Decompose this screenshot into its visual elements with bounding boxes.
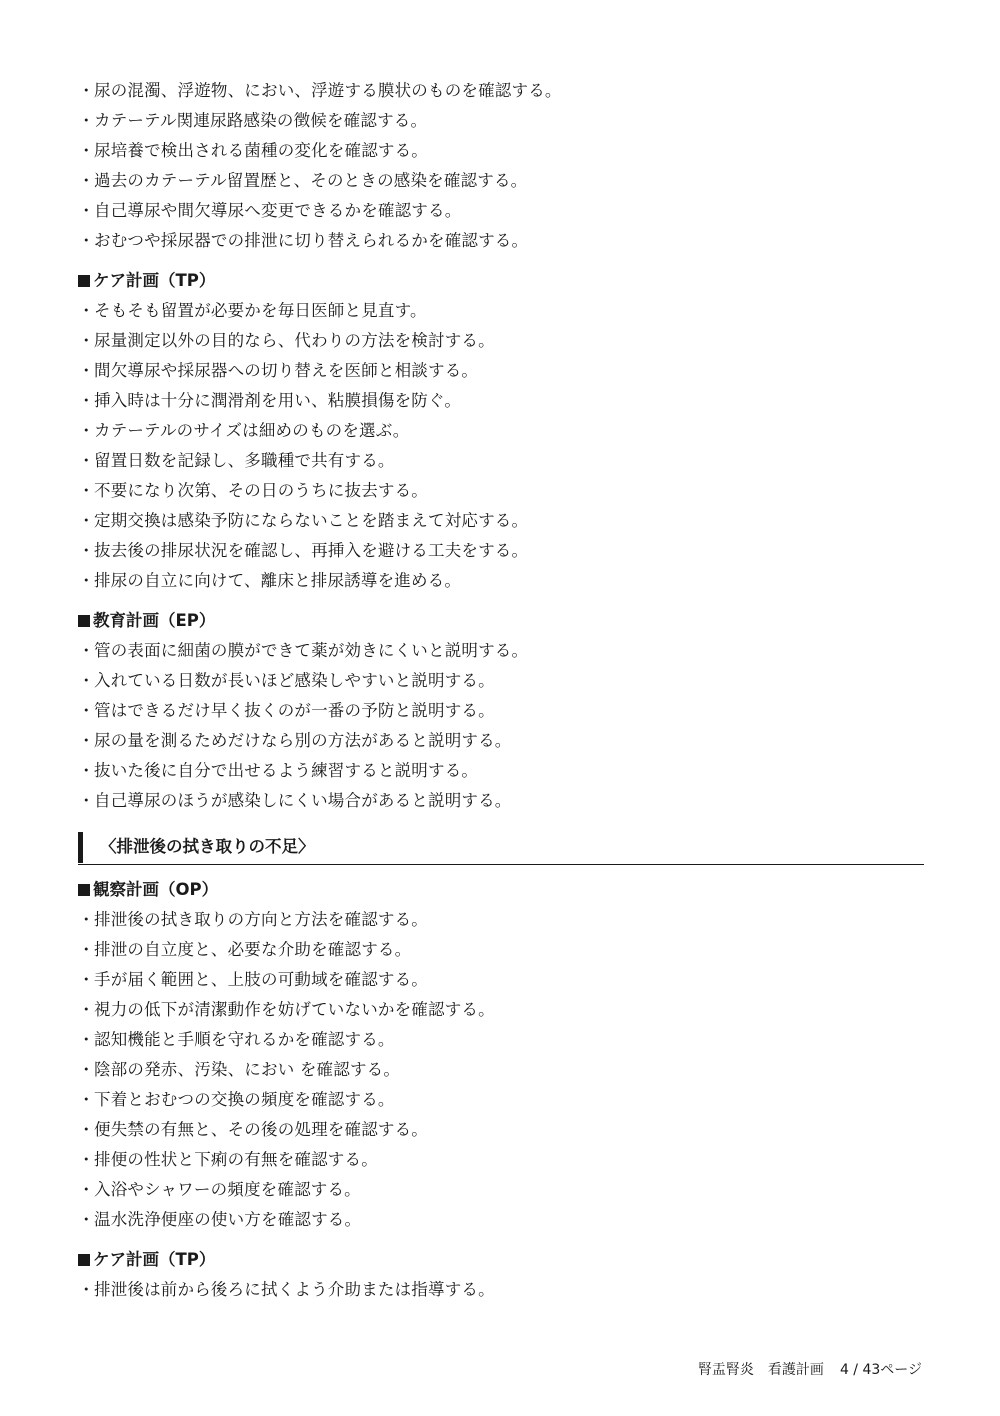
bullet-mark: ・ bbox=[78, 421, 95, 440]
heading-bar-icon bbox=[78, 832, 83, 863]
list-item-text: 抜いた後に自分で出せるよう練習すると説明する。 bbox=[94, 761, 479, 780]
education-plan-list bbox=[78, 636, 924, 816]
bullet-mark: ・ bbox=[78, 1280, 95, 1299]
bullet-mark: ・ bbox=[78, 910, 95, 929]
list-item bbox=[78, 446, 924, 476]
bullet-mark: ・ bbox=[78, 511, 95, 530]
list-item bbox=[78, 196, 924, 226]
care-plan-heading-text: ケア計画（TP） bbox=[93, 1250, 216, 1269]
list-item bbox=[78, 965, 924, 995]
bullet-mark: ・ bbox=[78, 481, 95, 500]
bullet-mark: ・ bbox=[78, 791, 95, 810]
list-item-text: 排便の性状と下痢の有無を確認する。 bbox=[94, 1150, 378, 1169]
list-item-text: 排泄後の拭き取りの方向と方法を確認する。 bbox=[94, 910, 428, 929]
list-item-text: 挿入時は十分に潤滑剤を用い、粘膜損傷を防ぐ。 bbox=[94, 391, 462, 410]
list-item bbox=[78, 786, 924, 816]
list-item bbox=[78, 226, 924, 256]
list-item-text: 排尿の自立に向けて、離床と排尿誘導を進める。 bbox=[94, 571, 462, 590]
bullet-mark: ・ bbox=[78, 361, 95, 380]
bullet-mark: ・ bbox=[78, 541, 95, 560]
bullet-mark: ・ bbox=[78, 331, 95, 350]
list-item-text: 入れている日数が長いほど感染しやすいと説明する。 bbox=[94, 671, 495, 690]
list-item bbox=[78, 1175, 924, 1205]
list-item bbox=[78, 296, 924, 326]
list-item bbox=[78, 756, 924, 786]
list-item-text: 視力の低下が清潔動作を妨げていないかを確認する。 bbox=[94, 1000, 495, 1019]
bullet-mark: ・ bbox=[78, 970, 95, 989]
list-item-text: 自己導尿のほうが感染しにくい場合があると説明する。 bbox=[94, 791, 512, 810]
op-list-continued bbox=[78, 76, 924, 256]
list-item bbox=[78, 536, 924, 566]
care-plan-list bbox=[78, 296, 924, 596]
list-item bbox=[78, 1205, 924, 1235]
page-number: 4 / 43ページ bbox=[839, 1362, 922, 1378]
list-item-text: 温水洗浄便座の使い方を確認する。 bbox=[94, 1210, 362, 1229]
list-item bbox=[78, 416, 924, 446]
list-item-text: おむつや採尿器での排泄に切り替えられるかを確認する。 bbox=[94, 231, 529, 250]
care-plan-list-2 bbox=[78, 1275, 924, 1305]
bullet-mark: ・ bbox=[78, 731, 95, 750]
list-item bbox=[78, 166, 924, 196]
page-footer bbox=[698, 1360, 922, 1380]
observation-plan-heading bbox=[78, 875, 924, 905]
square-bullet-icon bbox=[78, 615, 90, 627]
list-item bbox=[78, 995, 924, 1025]
bullet-mark: ・ bbox=[78, 940, 95, 959]
bullet-mark: ・ bbox=[78, 1120, 95, 1139]
care-plan-heading-2 bbox=[78, 1245, 924, 1275]
list-item-text: カテーテルのサイズは細めのものを選ぶ。 bbox=[94, 421, 410, 440]
bullet-mark: ・ bbox=[78, 1030, 95, 1049]
care-plan-heading bbox=[78, 266, 924, 296]
bullet-mark: ・ bbox=[78, 1000, 95, 1019]
list-item bbox=[78, 506, 924, 536]
care-plan-heading-text: ケア計画（TP） bbox=[93, 271, 216, 290]
bullet-mark: ・ bbox=[78, 701, 95, 720]
bullet-mark: ・ bbox=[78, 301, 95, 320]
bullet-mark: ・ bbox=[78, 81, 95, 100]
bullet-mark: ・ bbox=[78, 671, 95, 690]
bullet-mark: ・ bbox=[78, 141, 95, 160]
bullet-mark: ・ bbox=[78, 111, 95, 130]
list-item bbox=[78, 726, 924, 756]
bullet-mark: ・ bbox=[78, 1210, 95, 1229]
list-item bbox=[78, 106, 924, 136]
square-bullet-icon bbox=[78, 884, 90, 896]
list-item bbox=[78, 1115, 924, 1145]
bullet-mark: ・ bbox=[78, 451, 95, 470]
list-item bbox=[78, 1055, 924, 1085]
list-item-text: 抜去後の排尿状況を確認し、再挿入を避ける工夫をする。 bbox=[94, 541, 529, 560]
list-item-text: 管はできるだけ早く抜くのが一番の予防と説明する。 bbox=[94, 701, 495, 720]
bullet-mark: ・ bbox=[78, 1180, 95, 1199]
topic-heading-text: 〈排泄後の拭き取りの不足〉 bbox=[100, 837, 315, 856]
list-item bbox=[78, 1025, 924, 1055]
list-item-text: 留置日数を記録し、多職種で共有する。 bbox=[94, 451, 395, 470]
bullet-mark: ・ bbox=[78, 231, 95, 250]
list-item bbox=[78, 386, 924, 416]
footer-title: 腎盂腎炎 看護計画 bbox=[697, 1362, 824, 1378]
list-item-text: 陰部の発赤、汚染、におい を確認する。 bbox=[94, 1060, 401, 1079]
bullet-mark: ・ bbox=[78, 391, 95, 410]
bullet-mark: ・ bbox=[78, 201, 95, 220]
square-bullet-icon bbox=[78, 275, 90, 287]
bullet-mark: ・ bbox=[78, 571, 95, 590]
list-item-text: 排泄後は前から後ろに拭くよう介助または指導する。 bbox=[94, 1280, 495, 1299]
list-item bbox=[78, 636, 924, 666]
list-item-text: 認知機能と手順を守れるかを確認する。 bbox=[94, 1030, 395, 1049]
page-content bbox=[78, 76, 924, 1305]
education-plan-heading-text: 教育計画（EP） bbox=[93, 611, 216, 630]
list-item bbox=[78, 76, 924, 106]
list-item-text: 尿量測定以外の目的なら、代わりの方法を検討する。 bbox=[94, 331, 495, 350]
observation-plan-list bbox=[78, 905, 924, 1235]
list-item-text: 入浴やシャワーの頻度を確認する。 bbox=[94, 1180, 361, 1199]
observation-plan-heading-text: 観察計画（OP） bbox=[93, 880, 219, 899]
bullet-mark: ・ bbox=[78, 761, 95, 780]
list-item bbox=[78, 935, 924, 965]
list-item bbox=[78, 326, 924, 356]
list-item-text: 自己導尿や間欠導尿へ変更できるかを確認する。 bbox=[94, 201, 462, 220]
bullet-mark: ・ bbox=[78, 171, 95, 190]
list-item-text: 尿の混濁、浮遊物、におい、浮遊する膜状のものを確認する。 bbox=[94, 81, 562, 100]
list-item-text: 過去のカテーテル留置歴と、そのときの感染を確認する。 bbox=[94, 171, 528, 190]
list-item bbox=[78, 136, 924, 166]
list-item-text: そもそも留置が必要かを毎日医師と見直す。 bbox=[94, 301, 427, 320]
list-item bbox=[78, 666, 924, 696]
list-item bbox=[78, 696, 924, 726]
list-item-text: 不要になり次第、その日のうちに抜去する。 bbox=[94, 481, 428, 500]
list-item-text: 下着とおむつの交換の頻度を確認する。 bbox=[94, 1090, 395, 1109]
list-item bbox=[78, 476, 924, 506]
education-plan-heading bbox=[78, 606, 924, 636]
list-item bbox=[78, 1085, 924, 1115]
list-item-text: 手が届く範囲と、上肢の可動域を確認する。 bbox=[94, 970, 428, 989]
bullet-mark: ・ bbox=[78, 641, 95, 660]
list-item-text: 排泄の自立度と、必要な介助を確認する。 bbox=[94, 940, 412, 959]
list-item-text: 尿培養で検出される菌種の変化を確認する。 bbox=[94, 141, 428, 160]
list-item-text: 尿の量を測るためだけなら別の方法があると説明する。 bbox=[94, 731, 512, 750]
list-item-text: カテーテル関連尿路感染の徴候を確認する。 bbox=[94, 111, 428, 130]
list-item-text: 定期交換は感染予防にならないことを踏まえて対応する。 bbox=[94, 511, 529, 530]
list-item bbox=[78, 1275, 924, 1305]
bullet-mark: ・ bbox=[78, 1060, 95, 1079]
square-bullet-icon bbox=[78, 1254, 90, 1266]
list-item-text: 間欠導尿や採尿器への切り替えを医師と相談する。 bbox=[94, 361, 479, 380]
list-item bbox=[78, 1145, 924, 1175]
list-item-text: 管の表面に細菌の膜ができて薬が効きにくいと説明する。 bbox=[94, 641, 529, 660]
bullet-mark: ・ bbox=[78, 1090, 95, 1109]
list-item bbox=[78, 566, 924, 596]
list-item-text: 便失禁の有無と、その後の処理を確認する。 bbox=[94, 1120, 428, 1139]
topic-heading bbox=[78, 832, 924, 865]
bullet-mark: ・ bbox=[78, 1150, 95, 1169]
list-item bbox=[78, 356, 924, 386]
list-item bbox=[78, 905, 924, 935]
